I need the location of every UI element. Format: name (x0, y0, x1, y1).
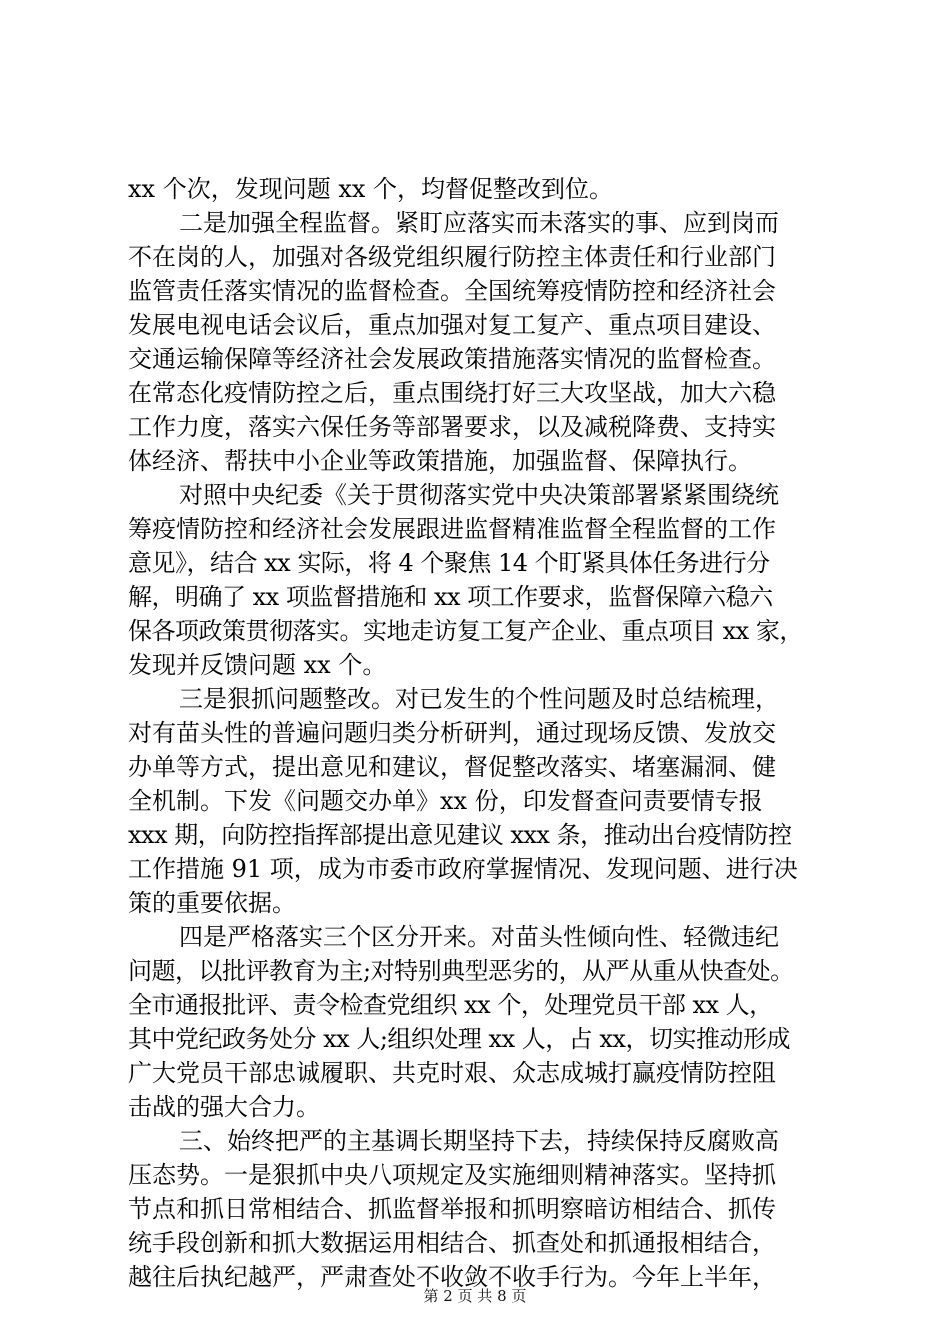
text-line: 不在岗的人，加强对各级党组织履行防控主体责任和行业部门 (128, 243, 776, 271)
text-line: 交通运输保障等经济社会发展政策措施落实情况的监督检查。 (128, 345, 776, 373)
text-line: xx 个次，发现问题 xx 个，均督促整改到位。 (128, 175, 614, 203)
text-line: 全机制。下发《问题交办单》xx 份，印发督查问责要情专报 (128, 787, 763, 815)
text-line: 工作措施 91 项，成为市委市政府掌握情况、发现问题、进行决 (128, 855, 798, 883)
text-line: 广大党员干部忠诚履职、共克时艰、众志成城打赢疫情防控阻 (128, 1059, 776, 1087)
page-number-footer (0, 1287, 950, 1305)
text-line: 发展电视电话会议后，重点加强对复工复产、重点项目建设、 (128, 311, 776, 339)
text-line: 其中党纪政务处分 xx 人;组织处理 xx 人，占 xx，切实推动形成 (128, 1025, 790, 1053)
paragraph-first-line: 三、始终把严的主基调长期坚持下去，持续保持反腐败高 (179, 1127, 779, 1155)
text-line: 筹疫情防控和经济社会发展跟进监督精准监督全程监督的工作 (128, 515, 776, 543)
text-line: 策的重要依据。 (128, 889, 296, 917)
text-line: 解，明确了 xx 项监督措施和 xx 项工作要求，监督保障六稳六 (128, 583, 773, 611)
text-line: 全市通报批评、责令检查党组织 xx 个，处理党员干部 xx 人， (128, 991, 773, 1019)
text-line: 压态势。一是狠抓中央八项规定及实施细则精神落实。坚持抓 (128, 1161, 776, 1189)
text-line: 意见》，结合 xx 实际，将 4 个聚焦 14 个盯紧具体任务进行分 (128, 549, 770, 577)
text-line: 节点和抓日常相结合、抓监督举报和抓明察暗访相结合、抓传 (128, 1195, 776, 1223)
text-line: 在常态化疫情防控之后，重点围绕打好三大攻坚战，加大六稳 (128, 379, 776, 407)
page-label: 第 2 页 共 8 页 (423, 1287, 527, 1305)
text-line: 发现并反馈问题 xx 个。 (128, 651, 387, 679)
paragraph-first-line: 四是严格落实三个区分开来。对苗头性倾向性、轻微违纪 (179, 923, 779, 951)
paragraph-first-line: 对照中央纪委《关于贯彻落实党中央决策部署紧紧围绕统 (179, 481, 779, 509)
text-line: xxx 期，向防控指挥部提出意见建议 xxx 条，推动出台疫情防控 (128, 821, 792, 849)
text-line: 对有苗头性的普遍问题归类分析研判，通过现场反馈、发放交 (128, 719, 776, 747)
text-line: 问题，以批评教育为主;对特别典型恶劣的，从严从重从快查处。 (128, 957, 794, 985)
text-line: 越往后执纪越严，严肃查处不收敛不收手行为。今年上半年， (128, 1263, 776, 1291)
text-line: 办单等方式，提出意见和建议，督促整改落实、堵塞漏洞、健 (128, 753, 776, 781)
text-line: 保各项政策贯彻落实。实地走访复工复产企业、重点项目 xx 家， (128, 617, 803, 645)
document-body (128, 172, 828, 1294)
text-line: 监管责任落实情况的监督检查。全国统筹疫情防控和经济社会 (128, 277, 776, 305)
text-line: 统手段创新和抓大数据运用相结合、抓查处和抓通报相结合， (128, 1229, 776, 1257)
text-line: 工作力度，落实六保任务等部署要求，以及减税降费、支持实 (128, 413, 776, 441)
paragraph-first-line: 三是狠抓问题整改。对已发生的个性问题及时总结梳理， (179, 685, 779, 713)
text-line: 体经济、帮扶中小企业等政策措施，加强监督、保障执行。 (128, 447, 752, 475)
paragraph-first-line: 二是加强全程监督。紧盯应落实而未落实的事、应到岗而 (179, 209, 779, 237)
text-line: 击战的强大合力。 (128, 1093, 320, 1121)
